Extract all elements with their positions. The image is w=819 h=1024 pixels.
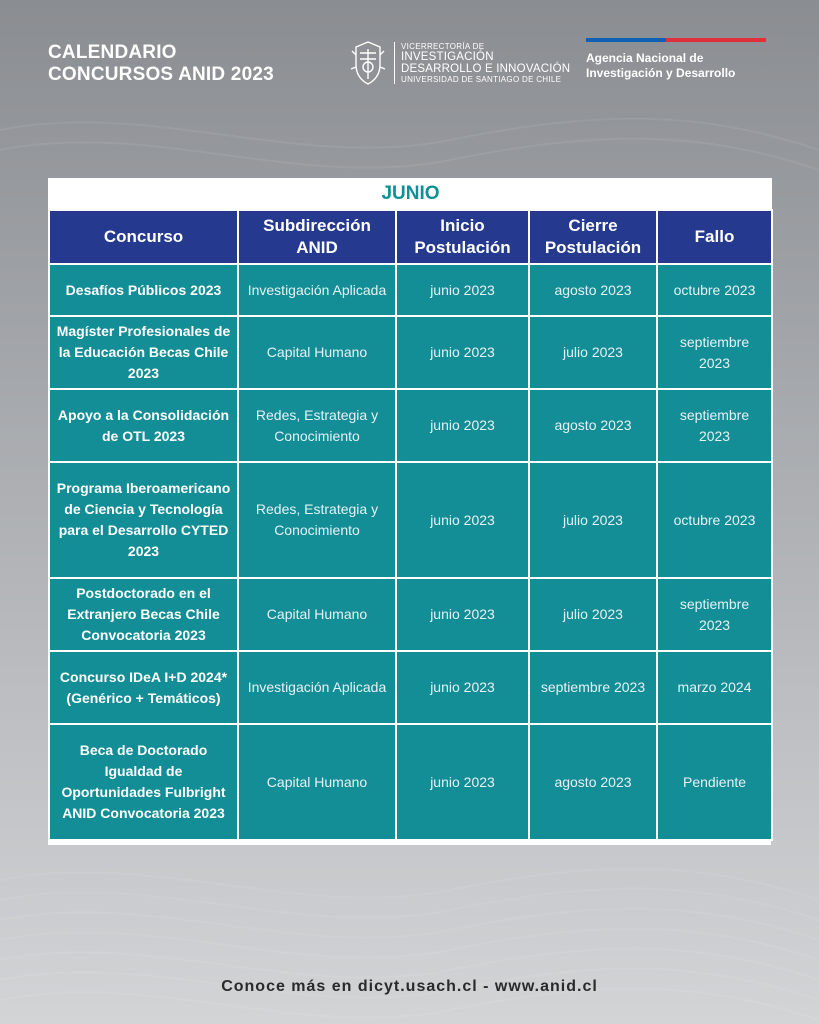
cell-cierre: agosto 2023 — [529, 389, 657, 462]
cell-concurso: Apoyo a la Consolidación de OTL 2023 — [49, 389, 238, 462]
table-row — [49, 264, 772, 316]
vri-line-4: UNIVERSIDAD DE SANTIAGO DE CHILE — [401, 75, 562, 84]
cell-concurso: Beca de Doctorado Igualdad de Oportunidades Fulbright ANID Convocatoria 2023 — [49, 724, 238, 840]
cell-inicio: junio 2023 — [396, 578, 529, 651]
vri-line-2: INVESTIGACIÓN — [401, 51, 494, 63]
cell-cierre: septiembre 2023 — [529, 651, 657, 724]
usach-vri-logo — [348, 38, 570, 88]
calendar-table-container — [48, 178, 771, 845]
anid-line-2: Investigación y Desarrollo — [586, 66, 736, 80]
vri-text — [401, 42, 570, 84]
header-inicio: Inicio Postulación — [396, 210, 529, 264]
calendar-title — [48, 42, 274, 86]
cell-concurso: Desafíos Públicos 2023 — [49, 264, 238, 316]
table-row — [49, 316, 772, 389]
anid-text — [586, 51, 766, 81]
cell-fallo: marzo 2024 — [657, 651, 772, 724]
month-label: JUNIO — [49, 178, 772, 210]
cell-inicio: junio 2023 — [396, 316, 529, 389]
cell-cierre: julio 2023 — [529, 578, 657, 651]
table-row — [49, 724, 772, 840]
cell-fallo: octubre 2023 — [657, 264, 772, 316]
table-row — [49, 462, 772, 578]
cell-cierre: agosto 2023 — [529, 724, 657, 840]
usach-seal-icon — [348, 39, 388, 87]
table-row — [49, 389, 772, 462]
cell-subdireccion: Investigación Aplicada — [238, 264, 396, 316]
cell-concurso: Magíster Profesionales de la Educación Becas Chile 2023 — [49, 316, 238, 389]
cell-inicio: junio 2023 — [396, 651, 529, 724]
title-line-2: CONCURSOS ANID 2023 — [48, 64, 274, 85]
cell-fallo: octubre 2023 — [657, 462, 772, 578]
cell-fallo: septiembre 2023 — [657, 578, 772, 651]
cell-fallo: septiembre 2023 — [657, 389, 772, 462]
cell-subdireccion: Capital Humano — [238, 578, 396, 651]
cell-subdireccion: Redes, Estrategia y Conocimiento — [238, 389, 396, 462]
anid-line-1: Agencia Nacional de — [586, 51, 704, 65]
cell-inicio: junio 2023 — [396, 264, 529, 316]
cell-concurso: Programa Iberoamericano de Ciencia y Tecnología para el Desarrollo CYTED 2023 — [49, 462, 238, 578]
cell-inicio: junio 2023 — [396, 389, 529, 462]
cell-cierre: julio 2023 — [529, 462, 657, 578]
vri-line-1: VICERRECTORÍA DE — [401, 42, 485, 51]
cell-fallo: septiembre 2023 — [657, 316, 772, 389]
cell-subdireccion: Redes, Estrategia y Conocimiento — [238, 462, 396, 578]
logo-divider — [394, 42, 395, 84]
cell-inicio: junio 2023 — [396, 724, 529, 840]
cell-concurso: Postdoctorado en el Extranjero Becas Chile Convocatoria 2023 — [49, 578, 238, 651]
cell-fallo: Pendiente — [657, 724, 772, 840]
table-row — [49, 578, 772, 651]
anid-logo — [586, 38, 766, 81]
header-fallo: Fallo — [657, 210, 772, 264]
header-concurso: Concurso — [49, 210, 238, 264]
table-header-row — [49, 210, 772, 264]
cell-inicio: junio 2023 — [396, 462, 529, 578]
vri-line-3: DESARROLLO E INNOVACIÓN — [401, 63, 571, 75]
anid-flag-bar — [586, 38, 766, 42]
cell-cierre: agosto 2023 — [529, 264, 657, 316]
header-cierre: Cierre Postulación — [529, 210, 657, 264]
cell-subdireccion: Capital Humano — [238, 316, 396, 389]
cell-subdireccion: Investigación Aplicada — [238, 651, 396, 724]
month-row — [49, 178, 772, 210]
calendar-table — [48, 178, 773, 841]
cell-cierre: julio 2023 — [529, 316, 657, 389]
table-row — [49, 651, 772, 724]
cell-subdireccion: Capital Humano — [238, 724, 396, 840]
footer-links-text: Conoce más en dicyt.usach.cl - www.anid.cl — [221, 978, 598, 995]
cell-concurso: Concurso IDeA I+D 2024* (Genérico + Temáticos) — [49, 651, 238, 724]
title-line-1: CALENDARIO — [48, 42, 177, 63]
header-subdireccion: Subdirección ANID — [238, 210, 396, 264]
